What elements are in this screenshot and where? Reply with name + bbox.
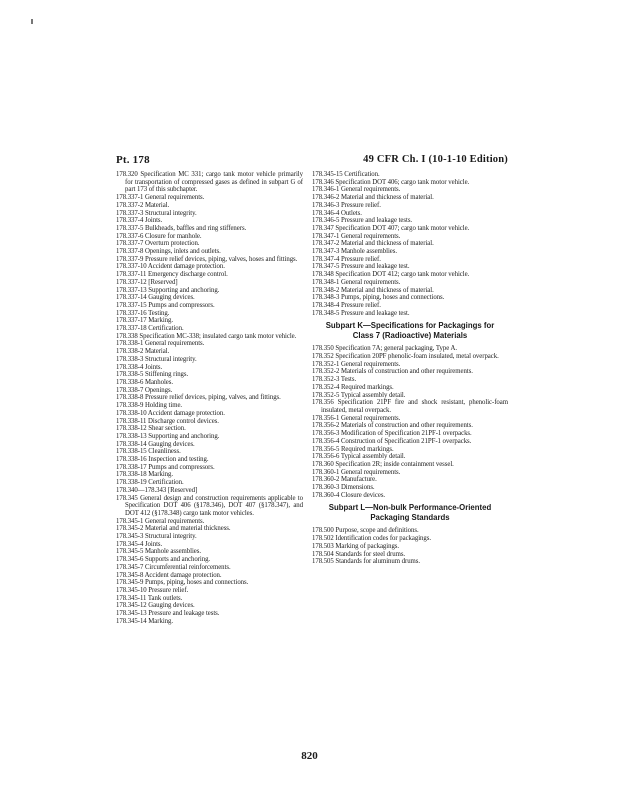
toc-entry: 178.502 Identification codes for packagings.: [312, 535, 431, 543]
toc-entry: 178.345-14 Marking.: [116, 617, 174, 625]
toc-entry: 178.345-11 Tank outlets.: [116, 594, 183, 602]
toc-entry: 178.348-2 Material and thickness of material.: [312, 286, 434, 294]
toc-entry: 178.338-4 Joints.: [116, 363, 163, 371]
toc-entry: 178.360-1 General requirements.: [312, 468, 401, 476]
toc-entry: 178.348-3 Pumps, piping, hoses and connections.: [312, 294, 445, 302]
toc-entry: 178.337-17 Marking.: [116, 317, 174, 325]
toc-entry: 178.360-2 Manufacture.: [312, 476, 377, 484]
right-column: [312, 171, 508, 566]
toc-entry: 178.345-7 Circumferential reinforcements.: [116, 563, 231, 571]
toc-entry: 178.338-13 Supporting and anchoring.: [116, 432, 220, 440]
toc-entry: 178.356-5 Required markings.: [312, 445, 394, 453]
toc-entry: 178.337-12 [Reserved]: [116, 278, 178, 286]
toc-entry: 178.337-10 Accident damage protection.: [116, 263, 225, 271]
toc-entry: 178.346 Specification DOT 406; cargo tank motor vehicle.: [312, 178, 470, 186]
toc-entry: 178.352-5 Typical assembly detail.: [312, 391, 406, 399]
toc-entry: 178.338-8 Pressure relief devices, piping, valves, and fittings.: [116, 394, 281, 402]
toc-entry: 178.356-6 Typical assembly detail.: [312, 453, 406, 461]
toc-entry: 178.345-4 Joints.: [116, 540, 163, 548]
toc-entry: 178.345-1 General requirements.: [116, 517, 205, 525]
toc-entry: 178.346-4 Outlets.: [312, 209, 362, 217]
toc-entry: 178.337-3 Structural integrity.: [116, 209, 197, 217]
toc-entry: 178.345-12 Gauging devices.: [116, 602, 195, 610]
toc-entry: 178.337-18 Certification.: [116, 325, 184, 333]
toc-entry: 178.348 Specification DOT 412; cargo tank motor vehicle.: [312, 271, 470, 279]
toc-entry: 178.345-3 Structural integrity.: [116, 533, 197, 541]
toc-entry: 178.338-5 Stiffening rings.: [116, 371, 189, 379]
toc-entry: 178.338-11 Discharge control devices.: [116, 417, 219, 425]
toc-entry: 178.345-13 Pressure and leakage tests.: [116, 610, 220, 618]
toc-entry: 178.346-2 Material and thickness of material.: [312, 194, 434, 202]
toc-entry: 178.346-1 General requirements.: [312, 186, 401, 194]
toc-entry: 178.352-1 General requirements.: [312, 360, 401, 368]
toc-entry: 178.352 Specification 20PF phenolic-foam insulated, metal overpack.: [312, 353, 499, 361]
toc-entry: 178.360-4 Closure devices.: [312, 491, 386, 499]
toc-entry: 178.338-14 Gauging devices.: [116, 440, 195, 448]
toc-entry: 178.350 Specification 7A; general packaging, Type A.: [312, 345, 457, 353]
toc-entry: 178.345-15 Certification.: [312, 171, 380, 178]
toc-entry: 178.347 Specification DOT 407; cargo tank motor vehicle.: [312, 224, 470, 232]
toc-entry: 178.345-6 Supports and anchoring.: [116, 556, 211, 564]
subpart-l-heading: Subpart L—Non-bulk Performance-Oriented Packaging Standards: [328, 503, 492, 523]
toc-entry: 178.356-3 Modification of Specification 21PF-1 overpacks.: [312, 430, 472, 438]
toc-entry: 178.337-11 Emergency discharge control.: [116, 271, 228, 279]
subpart-k-heading: Subpart K—Specifications for Packagings for Class 7 (Radioactive) Materials: [325, 321, 495, 341]
toc-entry: 178.347-3 Manhole assemblies.: [312, 248, 398, 256]
toc-entry: 178.356 Specification 21PF fire and shock resistant, phenolic-foam insulated, metal overpack.: [312, 399, 508, 414]
toc-entry: 178.347-2 Material and thickness of material.: [312, 240, 434, 248]
toc-entry: 178.352-3 Tests.: [312, 376, 357, 384]
toc-entry: 178.337-9 Pressure relief devices, piping, valves, hoses and fittings.: [116, 255, 298, 263]
page-header: [116, 154, 508, 168]
left-column: [116, 171, 303, 625]
toc-entry: 178.338-2 Material.: [116, 348, 170, 356]
toc-entry: 178.503 Marking of packagings.: [312, 542, 400, 550]
toc-entry: 178.338-9 Holding time.: [116, 402, 183, 410]
toc-entry: 178.345 General design and construction requirements applicable to Specification DOT 406 (§178.346), DOT 407 (§178.347), and DOT 412 (§178.348) cargo tank motor vehicles.: [116, 494, 303, 517]
scan-speck: [31, 19, 33, 24]
toc-entry: 178.338-12 Shear section.: [116, 425, 186, 433]
toc-entry: 178.338-1 General requirements.: [116, 340, 205, 348]
toc-entry: 178.345-9 Pumps, piping, hoses and connections.: [116, 579, 249, 587]
toc-entry: 178.352-2 Materials of construction and other requirements.: [312, 368, 473, 376]
toc-entry: 178.337-2 Material.: [116, 201, 170, 209]
toc-entry: 178.348-4 Pressure relief.: [312, 301, 381, 309]
toc-entry: 178.337-7 Overturn protection.: [116, 240, 200, 248]
toc-entry: 178.348-5 Pressure and leakage test.: [312, 309, 410, 317]
toc-entry: 178.337-13 Supporting and anchoring.: [116, 286, 220, 294]
toc-entry: 178.346-5 Pressure and leakage tests.: [312, 217, 413, 225]
subpart-k-entries: [312, 345, 508, 499]
toc-entry: 178.356-4 Construction of Specification 21PF-1 overpacks.: [312, 437, 472, 445]
toc-entry: 178.356-2 Materials of construction and other requirements.: [312, 422, 473, 430]
toc-entry: 178.505 Standards for aluminum drums.: [312, 558, 421, 566]
toc-entry: 178.338-18 Marking.: [116, 471, 174, 479]
right-column-entries: [312, 171, 508, 317]
toc-entry: 178.500 Purpose, scope and definitions.: [312, 527, 419, 535]
toc-entry: 178.360-3 Dimensions.: [312, 484, 375, 492]
toc-entry: 178.338-17 Pumps and compressors.: [116, 463, 215, 471]
toc-entry: 178.348-1 General requirements.: [312, 278, 401, 286]
toc-entry: 178.360 Specification 2R; inside containment vessel.: [312, 460, 454, 468]
page-number: 820: [301, 750, 318, 762]
toc-entry: 178.345-10 Pressure relief.: [116, 586, 189, 594]
toc-entry: 178.320 Specification MC 331; cargo tank motor vehicle primarily for transportation of compressed gases as defined in subpart G of part 173 of this subchapter.: [116, 171, 303, 194]
toc-entry: 178.345-8 Accident damage protection.: [116, 571, 222, 579]
toc-entry: 178.356-1 General requirements.: [312, 414, 401, 422]
toc-entry: 178.338-6 Manholes.: [116, 378, 174, 386]
toc-entry: 178.338 Specification MC-338; insulated cargo tank motor vehicle.: [116, 332, 297, 340]
toc-entry: 178.337-5 Bulkheads, baffles and ring stiffeners.: [116, 224, 247, 232]
toc-entry: 178.504 Standards for steel drums.: [312, 550, 406, 558]
toc-entry: 178.337-4 Joints.: [116, 217, 163, 225]
toc-entry: 178.337-1 General requirements.: [116, 194, 205, 202]
toc-entry: 178.337-8 Openings, inlets and outlets.: [116, 248, 221, 256]
part-label: Pt. 178: [116, 154, 150, 166]
edition-title: 49 CFR Ch. I (10-1-10 Edition): [363, 154, 508, 165]
toc-entry: 178.337-15 Pumps and compressors.: [116, 301, 215, 309]
toc-entry: 178.340—178.343 [Reserved]: [116, 486, 198, 494]
toc-entry: 178.345-2 Material and material thickness.: [116, 525, 231, 533]
toc-entry: 178.337-16 Testing.: [116, 309, 170, 317]
toc-entry: 178.346-3 Pressure relief.: [312, 201, 381, 209]
toc-entry: 178.337-6 Closure for manhole.: [116, 232, 202, 240]
subpart-l-entries: [312, 527, 508, 566]
toc-entry: 178.338-3 Structural integrity.: [116, 355, 197, 363]
toc-entry: 178.347-4 Pressure relief.: [312, 255, 381, 263]
toc-entry: 178.338-7 Openings.: [116, 386, 173, 394]
toc-entry: 178.352-4 Required markings.: [312, 383, 394, 391]
toc-entry: 178.347-5 Pressure and leakage test.: [312, 263, 410, 271]
toc-entry: 178.347-1 General requirements.: [312, 232, 401, 240]
toc-entry: 178.337-14 Gauging devices.: [116, 294, 195, 302]
toc-entry: 178.338-15 Cleanliness.: [116, 448, 181, 456]
toc-entry: 178.338-10 Accident damage protection.: [116, 409, 225, 417]
toc-entry: 178.338-16 Inspection and testing.: [116, 456, 209, 464]
toc-entry: 178.338-19 Certification.: [116, 479, 184, 487]
toc-entry: 178.345-5 Manhole assemblies.: [116, 548, 202, 556]
